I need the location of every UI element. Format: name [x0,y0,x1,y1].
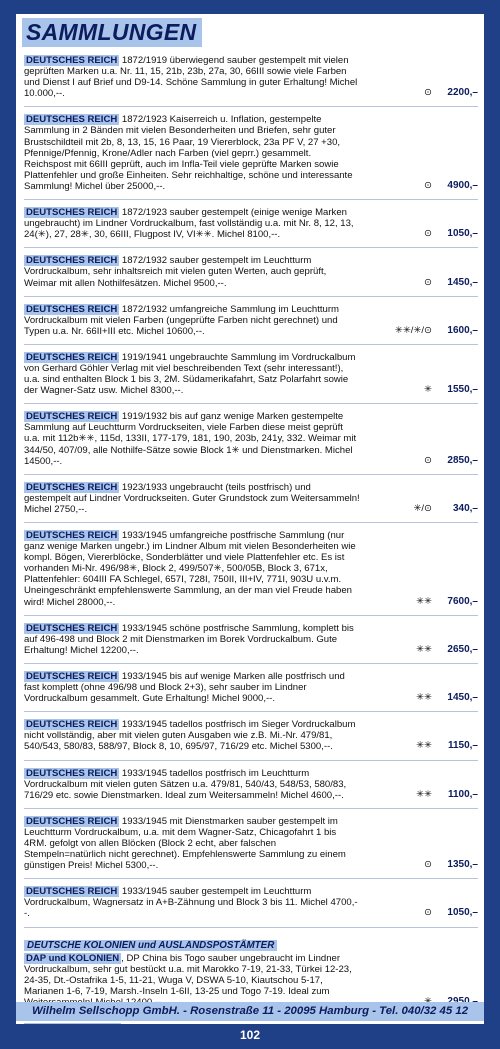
lot-label: DEUTSCHES REICH [26,207,118,219]
lot-description: 1872/1919 überwiegend sauber gestempelt mit vielen geprüften Marken u.a. Nr. 11, 15, 21b, 23b, 27a, 30, 66III sowie viele Farben und Dienst I auf Brief und D9-14. Schöne Sammlung in guter Erhaltung! Michel 10.000,--. [24,55,358,100]
condition-symbol: ✳/⊙ [413,502,432,514]
condition-symbol: ✳✳ [416,788,432,800]
lot-description: 1933/1945 umfangreiche postfrische Sammlung (nur ganz wenige Marken ungebr.) im Lindner Album mit vielen Besonderheiten wie kompl. Bögen, Viererblöcke, Sonderblätter und viele Plattenfehler etc. Es ist vorhanden Mi-Nr. 496/98✳, Block 2, 499/507✳, 500/05B, Block 3, 671x, Plattenfehler: 604III FA Schlegel, 657I, 728I, 750II, III+IV, 771I, 903U u.v.m. Uneingeschränkt empfehlenswerte Sammlung, an der man viel Freude haben wird! Michel 28000,--. [24,530,356,608]
lot-description: 1933/1945 bis auf wenige Marken alle postfrisch und fast komplett (ohne 496/98 und Block 2+3), sehr sauber im Lindner Vordruckalbum gesammelt. Gute Erhaltung! Michel 9000,--. [24,670,345,705]
lot-price: 1150,– [447,740,478,752]
lot-label: DEUTSCHES REICH [26,55,118,66]
lot-description: 1933/1945 sauber gestempelt im Leuchtturm Vordruckalbum, Wagnersatz in A+B-Zähnung und Block 3 bis 11. Michel 4700,--. [24,886,358,920]
condition-symbol: ✳✳ [416,595,432,607]
lot-description: 1933/1945 mit Dienstmarken sauber gestempelt im Leuchtturm Vordruckalbum, u.a. mit dem Wagner-Satz, Chicagofahrt 1 bis 4RM. gefolgt von allen Blöcken (Block 2 echt, aber falschen Stempeln=natürlich nicht gerechnet). Empfehlenswerte Sammlung zu einem günstigen Preis! Michel 5300,--. [24,815,346,872]
lot-label: DEUTSCHES REICH [26,886,118,898]
page-title: SAMMLUNGEN [22,18,202,47]
lot-price: 2850,– [447,454,478,466]
lot-label: DEUTSCHES REICH [26,530,118,541]
lot-label: DEUTSCHES REICH [26,351,118,363]
lot-price: 2650,– [447,643,478,655]
condition-symbol: ⊙ [424,907,432,919]
lot-label: DEUTSCHES REICH [26,255,118,267]
lot-price: 1600,– [447,324,478,336]
lot-description: 1872/1923 sauber gestempelt (einige wenige Marken ungebraucht) im Lindner Vordruckalbum, fast vollständig u.a. mit Nr. 8, 12, 13, 24(✳), 27, 28✳, 30, 66III, Flugpost IV, VI✳✳. Michel 8100,--. [24,207,354,241]
lot-entry [24,304,478,345]
page-number: 102 [239,1028,261,1042]
lot-label: DEUTSCHES REICH [26,114,118,126]
condition-symbol: ✳✳/✳/⊙ [394,324,432,336]
lot-label: DAP und KOLONIEN [26,952,120,964]
lot-entry [24,55,478,107]
lot-entry [24,886,478,927]
condition-symbol: ✳✳ [416,643,432,655]
lot-entry [24,816,478,879]
lot-entry [24,482,478,523]
lot-price: 340,– [452,502,478,514]
lot-label: DEUTSCHES REICH [26,303,118,315]
lot-entry [24,255,478,296]
lot-entry [24,207,478,248]
lot-entry [24,671,478,712]
lot-entry [24,530,478,616]
lot-entry [24,719,478,760]
lot-description: 1923/1933 ungebraucht (teils postfrisch) und gestempelt auf Lindner Vordruckseiten. Guter Grundstock zum Weitersammeln! Michel 2750,--. [24,481,360,515]
condition-symbol: ✳ [424,384,432,396]
lot-entry [24,411,478,474]
lot-description: 1872/1932 umfangreiche Sammlung im Leuchtturm Vordruckalbum mit vielen Farben (ungeprüfte Farben nicht gerechnet) und Typen u.a. Nr. 66II+III etc. Michel 10600,--. [24,303,339,337]
section-heading: DEUTSCHE KOLONIEN und AUSLANDSPOSTÄMTER [24,940,277,951]
condition-symbol: ⊙ [424,87,432,99]
lot-price: 1350,– [447,859,478,871]
lot-description: 1872/1932 sauber gestempelt im Leuchtturm Vordruckalbum, sehr inhaltsreich mit vielen guten Werten, auch geprüft, Weimar mit allen Nothilfesätzen. Michel 9500,--. [24,255,327,289]
lot-price: 1050,– [447,907,478,919]
lot-label: DEUTSCHES REICH [26,481,118,493]
condition-symbol: ⊙ [424,276,432,288]
lot-description: 1933/1945 tadellos postfrisch im Sieger Vordruckalbum nicht vollständig, aber mit vielen guten Ausgaben wie z.B. Mi.-Nr. 479/81, 540/543, 580/83, 588/97, Block 8, 10, 695/97, 716/29 etc. Michel 5300,--. [24,719,356,753]
lot-description: 1933/1945 tadellos postfrisch im Leuchtturm Vordruckalbum mit vielen guten Sätzen u.a. 479/81, 540/43, 548/53, 580/83, 716/29 etc. sowie Dienstmarken. Ideal zum Weitersammeln! Michel 4600,--. [24,767,347,801]
lot-label: DEUTSCHES REICH [26,767,118,779]
lot-price: 1100,– [447,788,478,800]
lot-price: 7600,– [447,595,478,607]
lot-description: , DP China bis Togo sauber ungebraucht im Lindner Vordruckalbum, sehr gut bestückt u.a. mit Marokko 7-19, 21-33, Türkei 12-23, 24-35, Dt.-Ostafrika 1-5, 11-21, Wuga V, DSWA 5-10, Kiautschou 5-17, Marianen 1-6, 7-19, Marsh.-Inseln 1-6II, 13-25 und Togo 7-19. Ideal zum [24,952,352,997]
catalog-page [16,14,484,1024]
lot-label: DEUTSCHES REICH [26,670,118,682]
lot-description: 1919/1941 ungebrauchte Sammlung im Vordruckalbum von Gerhard Göhler Verlag mit viel beschreibenden Text (sehr interessant!), u.a. sind enthalten Block 1 bis 3, 2M. Südamerikafahrt, Satz Polarfahrt sowie der Wagner-Satz usw. Michel 8300,--. [24,351,356,397]
lot-entry [24,1023,478,1024]
lot-price: 2200,– [447,87,478,99]
lot-price: 4900,– [447,179,478,191]
entry-list [24,55,478,1024]
lot-label: DEUTSCHES REICH [26,815,118,827]
lot-price: 1450,– [447,692,478,704]
lot-label: DEUTSCHES REICH [26,411,118,423]
condition-symbol: ⊙ [424,179,432,191]
condition-symbol: ⊙ [424,859,432,871]
lot-description: 1919/1932 bis auf ganz wenige Marken gestempelte Sammlung auf Leuchtturm Vordruckseiten, viele Farben diese meist geprüft u.a. mit 112b✳✳, 115d, 133II, 177-179, 181, 190, 203b, 241y, 332. Weimar mit 344/50, 407/09, alle Nothilfe-Sätze sowie Block 1✳ und Dienstmarken. Michel 14500,--. [24,411,357,467]
condition-symbol: ⊙ [424,228,432,240]
lot-description: 1933/1945 schöne postfrische Sammlung, komplett bis auf 496-498 und Block 2 mit Dienstmarken im Borek Vordruckalbum. Gute Erhaltung! Michel 12200,--. [24,622,354,656]
condition-symbol: ✳✳ [416,740,432,752]
footer-address: Wilhelm Sellschopp GmbH. - Rosenstraße 11 - 20095 Hamburg - Tel. 040/32 45 12 [16,1002,484,1021]
lot-description: 1872/1923 Kaiserreich u. Inflation, gestempelte Sammlung in 2 Bänden mit vielen Besonderheiten und Briefen, sehr guter Brustschildteil mit 2b, 8, 13, 15, 16 Paar, 19 Viererblock, 23a PF V, 27 +30, Pfennige/Pfennig, Krone/Adler nach Farben (viel geprr.) gesammelt. Reichspost mit 66III geprüft, auch im Infla-Teil viele geprüfte Marken sowie Plattenfehler und große Einheiten. Sehr reichhaltige, schöne und interessante Sammlung! Michel über 25000,--. [24,114,353,192]
lot-label: DEUTSCHES REICH [26,622,118,634]
condition-symbol: ✳✳ [416,692,432,704]
lot-price: 1450,– [447,276,478,288]
lot-label [24,1023,121,1024]
lot-entry [24,114,478,200]
lot-entry [24,352,478,404]
lot-entry [24,768,478,809]
lot-label: DEUTSCHES REICH [26,719,118,731]
lot-price: 1050,– [447,228,478,240]
lot-entry [24,623,478,664]
condition-symbol: ⊙ [424,454,432,466]
lot-price: 1550,– [447,384,478,396]
